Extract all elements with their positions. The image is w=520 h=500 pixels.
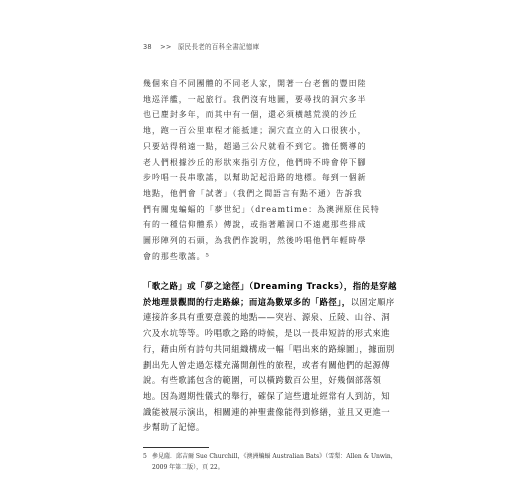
text-line: 們有關鬼蝙蝠的「夢世紀」（dreamtime：為澳洲原住民特 [143, 204, 380, 214]
footnote-line: 2009 年第二版），頁 22。 [152, 464, 224, 471]
text-line [143, 405, 391, 421]
text-line: 地巡洋艦，一起旅行。我們沒有地圖，要尋找的洞穴多半 [143, 94, 367, 104]
text-line [143, 342, 395, 358]
text-line: 圖形陣列的石頭，為我們作說明，然後吟唱他們年輕時學 [143, 236, 367, 246]
regular-text: 行，藉由所有詩句共同組織構成一幅「唱出來的路線圖」，據面別 [143, 343, 395, 354]
regular-text: 識能被展示演出，相關連的神聖畫像能得到修繕，並且又更進一 [143, 406, 391, 417]
text-line [143, 310, 391, 326]
footnote-number: 5 [143, 453, 147, 460]
header-separator: >> [160, 43, 172, 51]
text-line: 會的那些歌謠。⁵ [143, 251, 210, 261]
text-line: 地點，他們會「試著」（我們之間語言有點不通）告訴我 [143, 188, 363, 198]
bold-text: 「歌之路」或「夢之途徑」（Dreaming Tracks），指的是穿越 [143, 281, 397, 291]
page-number: 38 [143, 43, 152, 51]
paragraph-2 [143, 279, 397, 436]
text-line [143, 389, 391, 405]
bold-text: 於地理景觀間的行走路線；而這為數眾多的「路徑」， [143, 296, 351, 307]
running-header [143, 41, 259, 51]
regular-text: 以固定順序 [350, 296, 395, 307]
text-line: 有的一種信仰體系）傳說，或指著雕洞口不遠處那些排成 [143, 220, 367, 230]
footnote-rule [143, 447, 209, 448]
text-line [143, 373, 383, 389]
text-line: 地，跑一百公里車程才能抵達；洞穴直立的入口很狹小， [143, 126, 367, 136]
regular-text: 劃出先人曾走過怎樣充滿開創性的旅程，或者有關他們的起源傳 [143, 359, 391, 370]
text-line [143, 326, 391, 342]
text-line [143, 358, 391, 374]
text-line [143, 420, 383, 436]
regular-text: 步幫助了記憶。 [143, 422, 205, 433]
text-line: 只要站得稍遠一點，超過三公尺就看不到它。擔任嚮導的 [143, 141, 367, 151]
text-line [143, 295, 395, 311]
text-line: 步吟唱一長串歌謠，以幫助記起沿路的地標。每到一個新 [143, 173, 367, 183]
text-line: 老人們根據沙丘的形狀來指引方位，他們時不時會停下腳 [143, 157, 367, 167]
paragraph-1 [143, 76, 383, 264]
footnote [143, 451, 397, 473]
text-line: 也已塵封多年，而其中有一個，還必須橫越荒漠的沙丘 [143, 110, 358, 120]
footnote-line [143, 451, 397, 462]
text-line [143, 279, 397, 295]
regular-text: 連接許多具有重要意義的地點——突岩、源泉、丘陵、山谷、洞 [143, 312, 391, 323]
text-line: 幾個來自不同團體的不同老人家，開著一台老舊的豐田陸 [143, 79, 367, 88]
footnote-text: 參見薩．邱吉爾 Sue Churchill，《澳洲蝙蝠 Australian Bats》（雪梨：Allen & Unwin， [152, 453, 397, 460]
regular-text: 說。有些歌謠包含的範圍，可以橫跨數百公里，好幾個部落領 [143, 375, 382, 386]
regular-text: 地。因為週期性儀式的舉行，確保了這些遺址經常有人到訪，知 [143, 390, 391, 401]
running-title: 原民長老的百科全書記憶庫 [177, 43, 260, 51]
regular-text: 穴及水坑等等。吟唱歌之路的時候，是以一長串短詩的形式來進 [143, 328, 391, 339]
